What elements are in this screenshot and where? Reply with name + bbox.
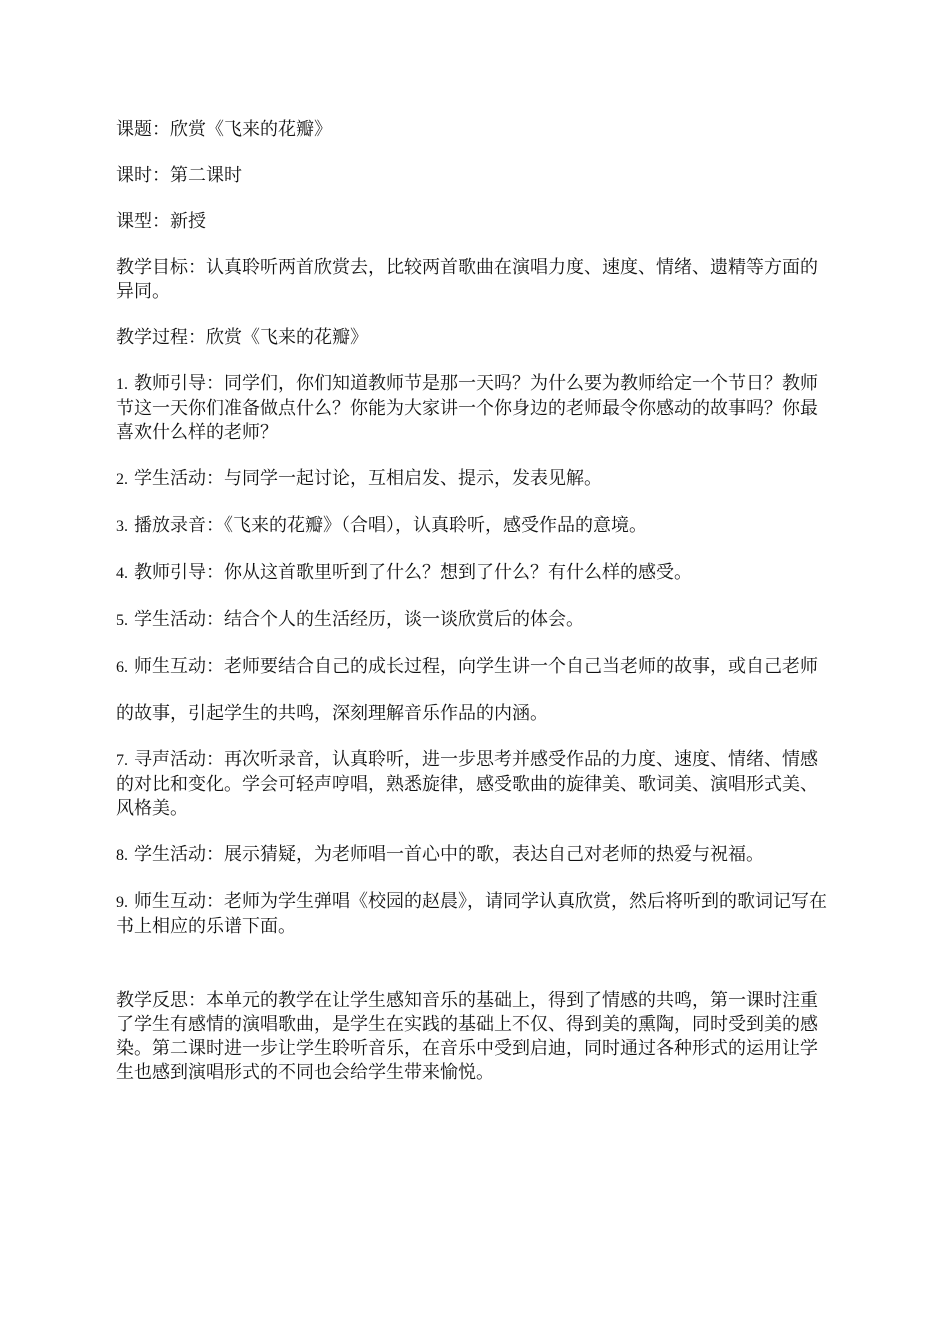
step-7 — [116, 748, 834, 821]
step-4 — [116, 561, 834, 586]
step-number: 7. — [116, 752, 128, 769]
step-number: 5. — [116, 612, 128, 629]
teaching-goal: 教学目标：认真聆听两首欣赏去，比较两首歌曲在演唱力度、速度、情绪、遗精等方面的异同。 — [116, 257, 818, 302]
step-8 — [116, 843, 834, 868]
step-3 — [116, 514, 834, 539]
step-text: 师生互动：老师为学生弹唱《校园的赵晨》，请同学认真欣赏，然后将听到的歌词记写在书上相应的乐谱下面。 — [116, 891, 827, 937]
spacer — [116, 961, 834, 989]
step-text: 教师引导：同学们，你们知道教师节是那一天吗？为什么要为教师给定一个节日？教师节这一天你们准备做点什么？你能为大家讲一个你身边的老师最令你感动的故事吗？你最喜欢什么样的老师？ — [116, 373, 818, 443]
lesson-type: 课型：新授 — [116, 211, 206, 232]
teaching-process: 教学过程：欣赏《飞来的花瓣》 — [116, 327, 368, 348]
step-number: 9. — [116, 894, 128, 911]
step-text: 的故事，引起学生的共鸣，深刻理解音乐作品的内涵。 — [116, 703, 548, 724]
lesson-topic: 课题：欣赏《飞来的花瓣》 — [116, 119, 332, 140]
step-text: 学生活动：展示猜疑，为老师唱一首心中的歌，表达自己对老师的热爱与祝福。 — [134, 844, 764, 865]
step-text: 教师引导：你从这首歌里听到了什么？想到了什么？有什么样的感受。 — [134, 562, 692, 583]
step-6-continued — [116, 702, 834, 726]
step-5 — [116, 608, 834, 633]
step-number: 3. — [116, 518, 128, 535]
step-number: 1. — [116, 376, 128, 393]
lesson-period: 课时：第二课时 — [116, 165, 242, 186]
step-text: 播放录音：《飞来的花瓣》（合唱），认真聆听，感受作品的意境。 — [134, 515, 647, 536]
step-text: 学生活动：与同学一起讨论，互相启发、提示，发表见解。 — [134, 468, 602, 489]
step-9 — [116, 890, 834, 939]
step-2 — [116, 467, 834, 492]
step-number: 2. — [116, 471, 128, 488]
step-number: 6. — [116, 659, 128, 676]
step-number: 8. — [116, 847, 128, 864]
teaching-reflection: 教学反思：本单元的教学在让学生感知音乐的基础上，得到了情感的共鸣，第一课时注重了学生有感情的演唱歌曲，是学生在实践的基础上不仅、得到美的熏陶，同时受到美的感染。第二课时进一步让学生聆听音乐，在音乐中受到启迪，同时通过各种形式的运用让学生也感到演唱形式的不同也会给学生带来愉悦。 — [116, 990, 818, 1083]
step-text: 师生互动：老师要结合自己的成长过程，向学生讲一个自己当老师的故事，或自己老师 — [134, 656, 818, 677]
step-text: 寻声活动：再次听录音，认真聆听，进一步思考并感受作品的力度、速度、情绪、情感的对比和变化。学会可轻声哼唱，熟悉旋律，感受歌曲的旋律美、歌词美、演唱形式美、风格美。 — [116, 749, 818, 819]
step-number: 4. — [116, 565, 128, 582]
document-page — [116, 118, 834, 1107]
step-1 — [116, 372, 834, 445]
step-text: 学生活动：结合个人的生活经历，谈一谈欣赏后的体会。 — [134, 609, 584, 630]
step-6 — [116, 655, 834, 680]
